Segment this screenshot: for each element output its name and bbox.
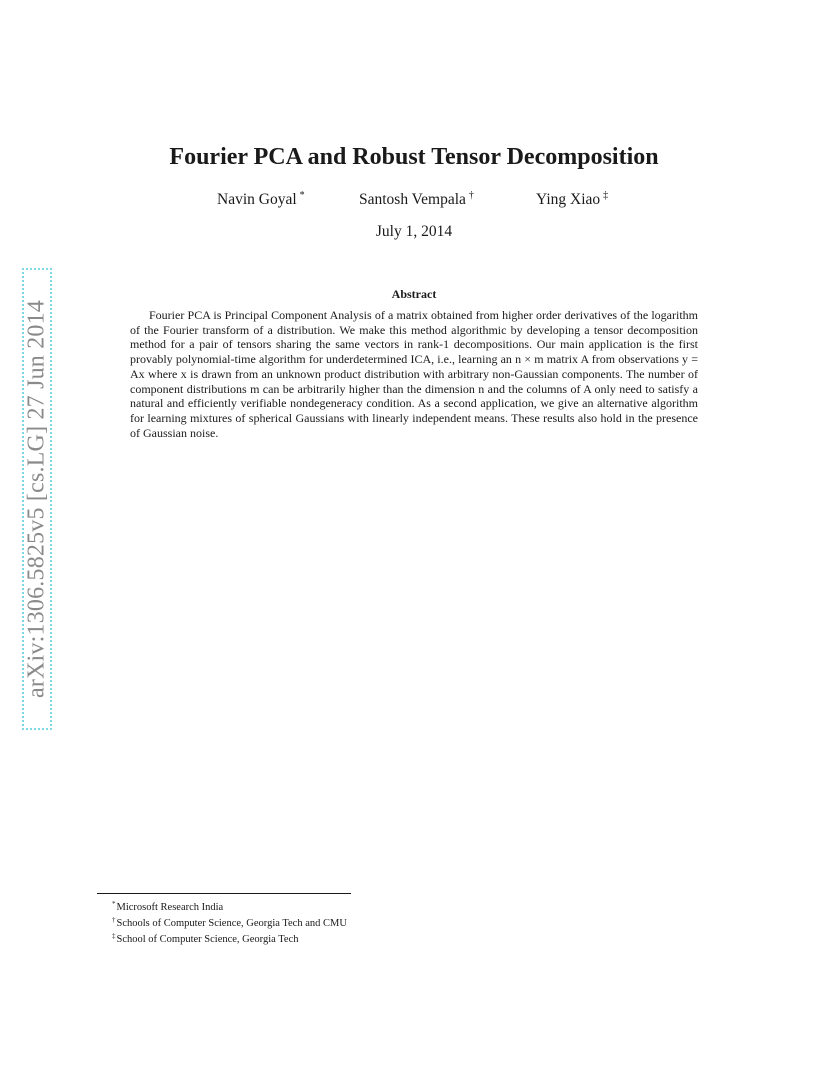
footnote-2 <box>112 914 347 930</box>
footnote-mark: † <box>112 916 116 924</box>
footnote-text: Schools of Computer Science, Georgia Tech and CMU <box>116 918 347 929</box>
footnotes <box>112 898 347 946</box>
abstract-heading: Abstract <box>391 287 437 301</box>
paper-title: Fourier PCA and Robust Tensor Decomposition <box>169 144 659 170</box>
author-name: Navin Goyal <box>217 191 297 208</box>
author-1 <box>217 190 305 209</box>
author-name: Santosh Vempala <box>359 191 466 208</box>
footnote-rule <box>97 893 351 894</box>
abstract-text: Fourier PCA is Principal Component Analysis of a matrix obtained from higher order derivatives of the logarithm of the Fourier transform of a distribution. We make this method algorithmic by developing a tensor decomposition method for a pair of tensors sharing the same vectors in rank-1 decompositions. Our main application is the first provably polynomial-time algorithm for underdetermined ICA, i.e., learning an n × m matrix A from observations y = Ax where x is drawn from an unknown product distribution with arbitrary non-Gaussian components. The number of component distributions m can be arbitrarily higher than the dimension n and the columns of A only need to satisfy a natural and efficiently verifiable nondegeneracy condition. As a second application, we give an alternative algorithm for learning mixtures of spherical Gaussians with linearly independent means. These results also hold in the presence of Gaussian noise. <box>130 308 698 440</box>
author-2 <box>359 190 474 209</box>
author-mark: ‡ <box>603 190 609 201</box>
paper-date: July 1, 2014 <box>375 223 453 240</box>
author-name: Ying Xiao <box>536 191 601 208</box>
footnote-3 <box>112 930 347 946</box>
footnote-mark: ‡ <box>112 932 116 940</box>
author-mark: * <box>299 190 305 201</box>
footnote-mark: * <box>112 900 116 908</box>
footnote-text: Microsoft Research India <box>116 902 224 913</box>
author-3 <box>536 190 608 209</box>
footnote-text: School of Computer Science, Georgia Tech <box>116 934 299 945</box>
footnote-1 <box>112 898 347 914</box>
arxiv-identifier: arXiv:1306.5825v5 [cs.LG] 27 Jun 2014 <box>23 299 50 699</box>
author-mark: † <box>468 190 474 201</box>
